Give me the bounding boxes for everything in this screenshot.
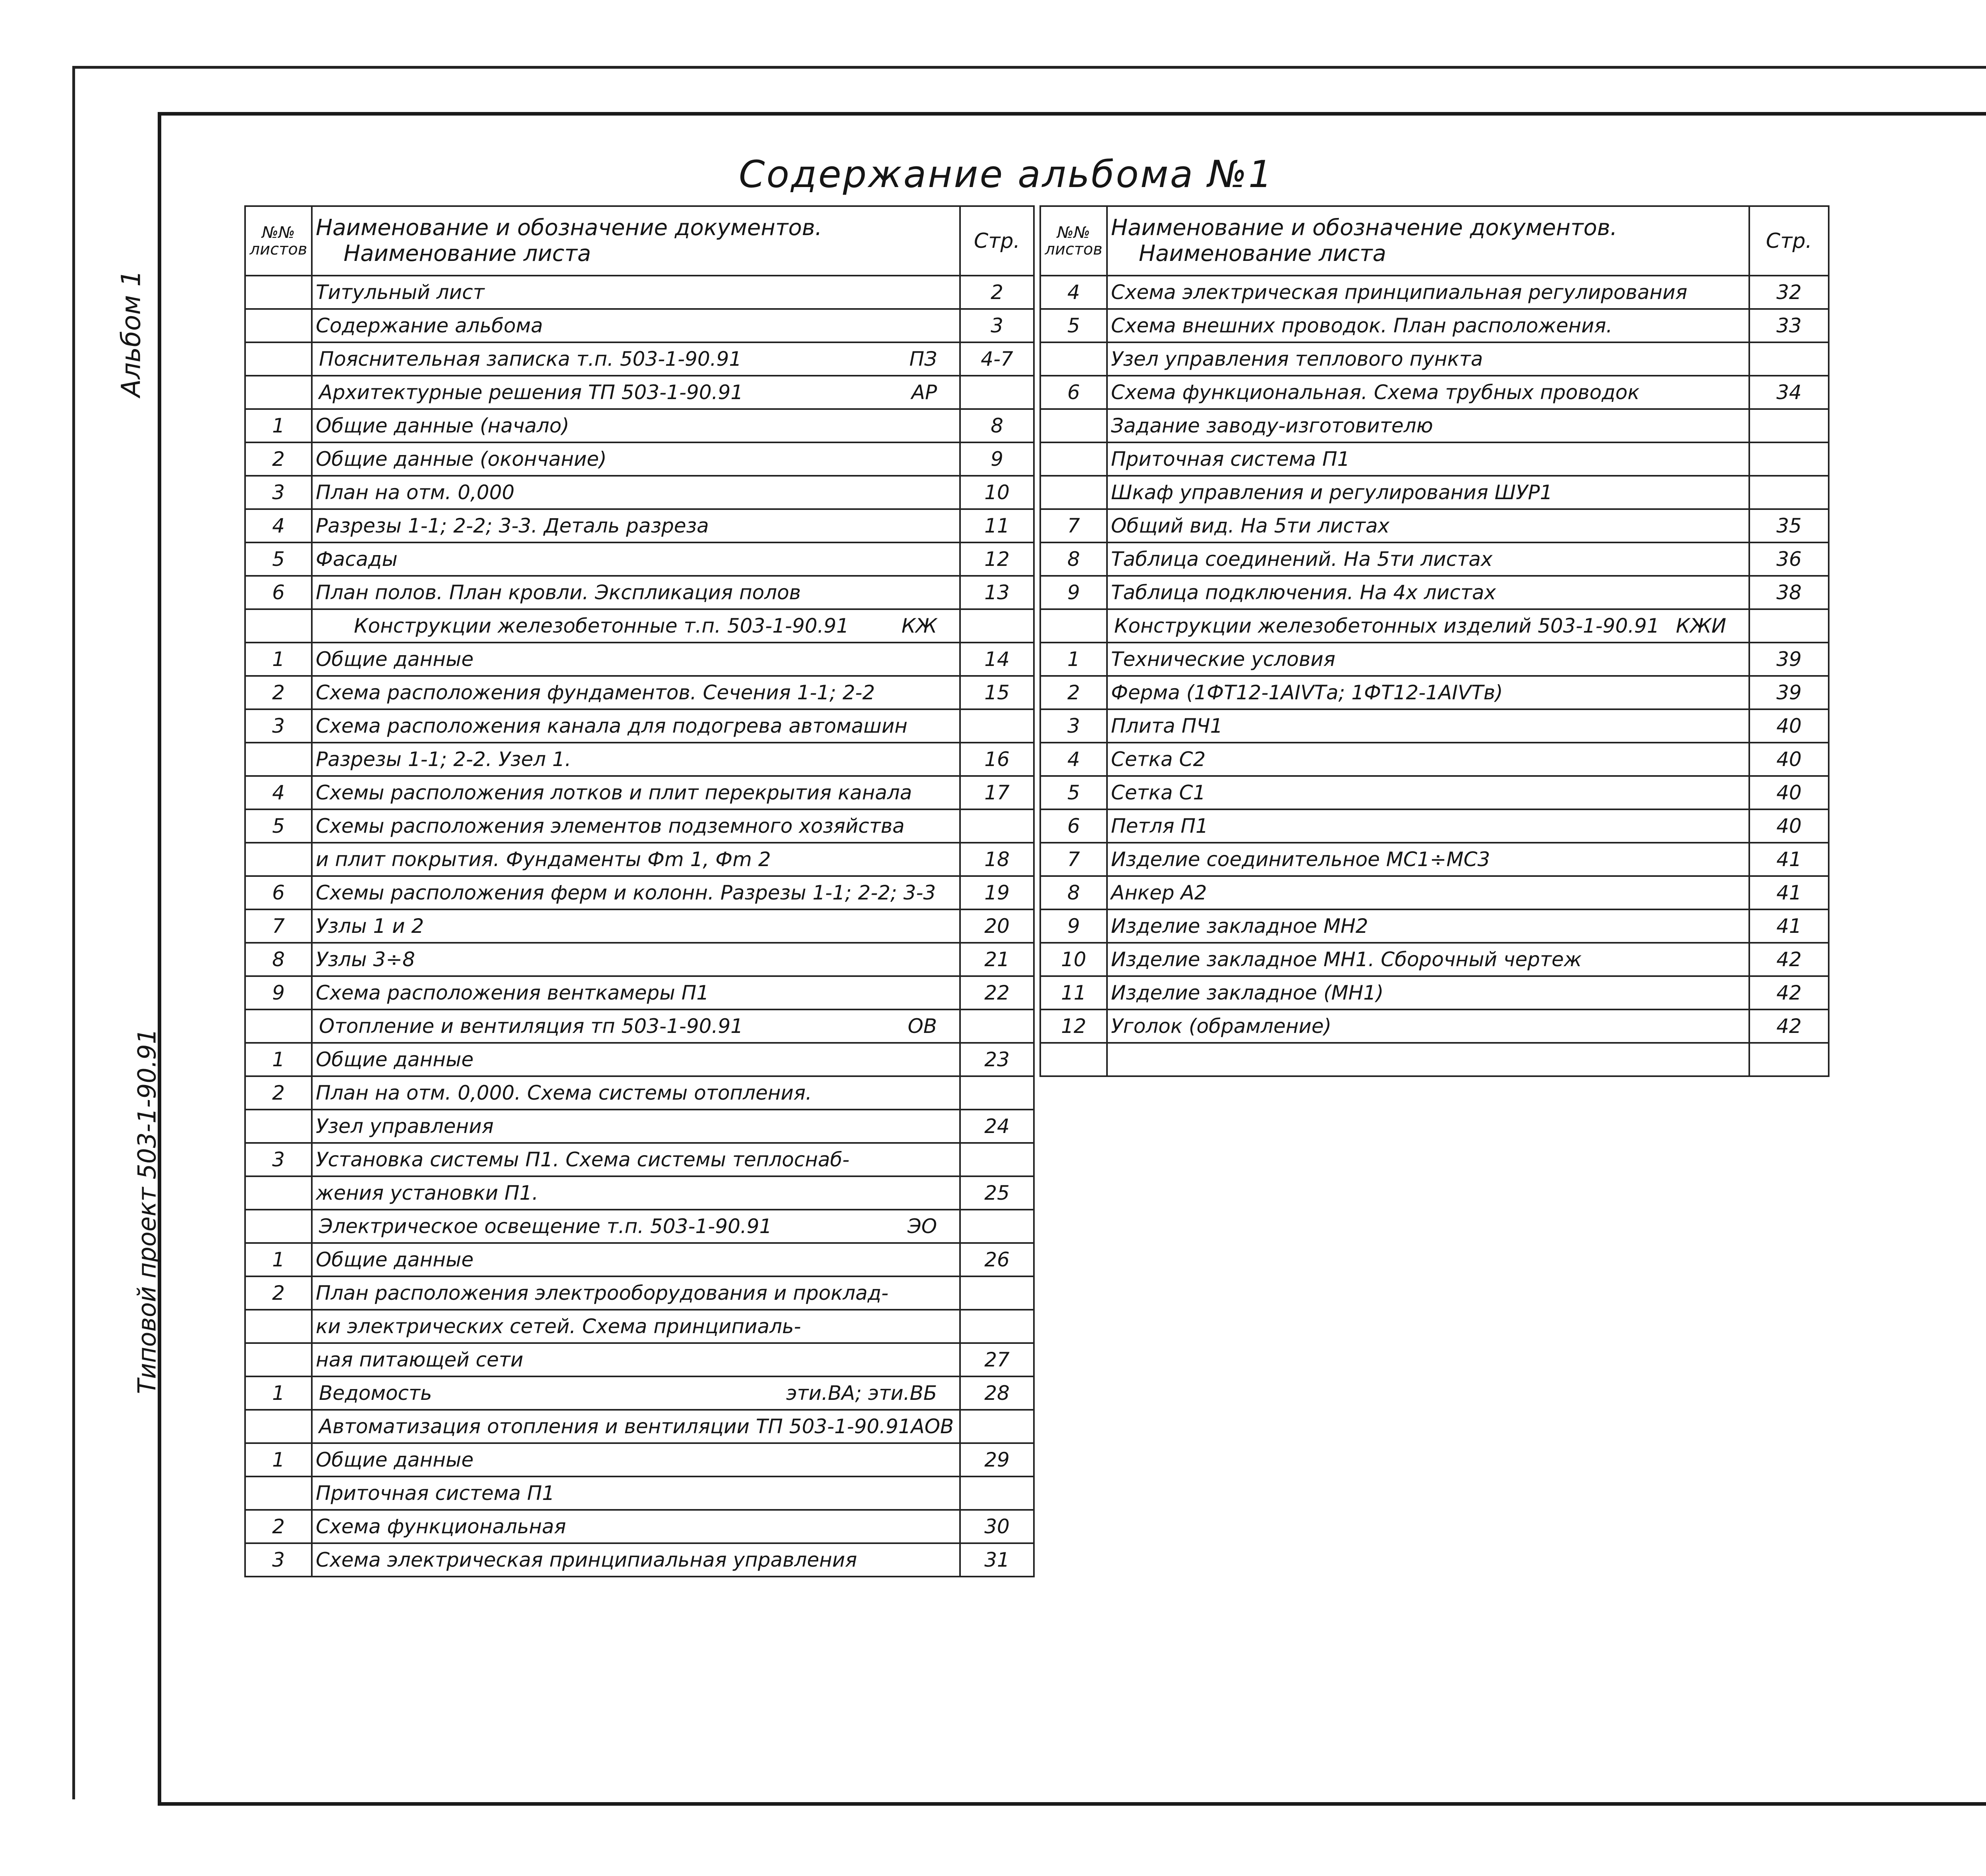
- document-name-cell: Установка системы П1. Схема системы теплоснаб-: [312, 1143, 960, 1176]
- page-cell: [960, 1143, 1034, 1176]
- table-row: [245, 976, 1034, 1009]
- sheet-number-cell: [1040, 442, 1107, 476]
- page-cell: 9: [960, 442, 1034, 476]
- document-code: АР: [911, 381, 937, 404]
- document-name-cell: Задание заводу-изготовителю: [1107, 409, 1749, 442]
- document-name-cell: Разрезы 1-1; 2-2. Узел 1.: [312, 743, 960, 776]
- table-row: [1040, 943, 1829, 976]
- document-name: Конструкции железобетонные т.п. 503-1-90.91: [354, 614, 849, 637]
- page-cell: 4-7: [960, 342, 1034, 376]
- table-row: [1040, 743, 1829, 776]
- document-name-cell: Фасады: [312, 542, 960, 576]
- document-name-cell: Общие данные: [312, 1043, 960, 1076]
- table-row: [1040, 376, 1829, 409]
- sheet-number-cell: 6: [1040, 376, 1107, 409]
- table-row: [245, 709, 1034, 743]
- table-row: [245, 542, 1034, 576]
- sheet-number-cell: [245, 342, 312, 376]
- page-title: Содержание альбома №1: [739, 153, 1274, 196]
- sheet-number-cell: [245, 276, 312, 309]
- document-name-cell: Схемы расположения лотков и плит перекрытия канала: [312, 776, 960, 809]
- page-cell: 11: [960, 509, 1034, 542]
- document-name-cell: [312, 1009, 960, 1043]
- document-code: КЖИ: [1676, 614, 1726, 637]
- sheet-number-cell: 6: [1040, 809, 1107, 843]
- document-name-cell: Уголок (обрамление): [1107, 1009, 1749, 1043]
- document-name-cell: План на отм. 0,000. Схема системы отопления.: [312, 1076, 960, 1110]
- page-cell: 29: [960, 1443, 1034, 1476]
- sheet-number-cell: 7: [1040, 509, 1107, 542]
- sheet-number-cell: 6: [245, 876, 312, 909]
- page-cell: 36: [1749, 542, 1829, 576]
- document-name-cell: [312, 1210, 960, 1243]
- table-row: [245, 509, 1034, 542]
- document-name-cell: [312, 342, 960, 376]
- page-cell: 26: [960, 1243, 1034, 1276]
- sheet-number-cell: 2: [245, 1276, 312, 1310]
- sheet-number-cell: [245, 1310, 312, 1343]
- document-name-cell: [1107, 1043, 1749, 1076]
- page-cell: 42: [1749, 943, 1829, 976]
- document-name-cell: Схема функциональная: [312, 1510, 960, 1543]
- document-name-cell: Общие данные: [312, 1243, 960, 1276]
- sheet-number-cell: 4: [1040, 276, 1107, 309]
- sheet-number-cell: [245, 376, 312, 409]
- sheet-number-cell: 2: [245, 1076, 312, 1110]
- page-cell: 14: [960, 643, 1034, 676]
- page-cell: [960, 1076, 1034, 1110]
- page-cell: [960, 809, 1034, 843]
- document-name-cell: Ферма (1ФТ12-1АIVТа; 1ФТ12-1АIVТв): [1107, 676, 1749, 709]
- contents-body-left: [245, 276, 1034, 1577]
- sheet-number-cell: 8: [245, 943, 312, 976]
- sheet-number-cell: [245, 1110, 312, 1143]
- sheet-number-cell: 9: [245, 976, 312, 1009]
- table-row: [1040, 542, 1829, 576]
- document-name-cell: Схема расположения венткамеры П1: [312, 976, 960, 1009]
- sheet-number-cell: 2: [245, 442, 312, 476]
- document-name-cell: [312, 609, 960, 643]
- page-cell: 10: [960, 476, 1034, 509]
- document-name-cell: Сетка С2: [1107, 743, 1749, 776]
- header-document-name: Наименование и обозначение документов. Наименование листа: [312, 206, 960, 276]
- document-name-cell: Общие данные (начало): [312, 409, 960, 442]
- document-name-cell: [1107, 609, 1749, 643]
- document-name: Архитектурные решения ТП 503-1-90.91: [319, 381, 744, 404]
- table-row: [1040, 643, 1829, 676]
- sheet-number-cell: [1040, 409, 1107, 442]
- document-name-cell: Таблица подключения. На 4х листах: [1107, 576, 1749, 609]
- sheet-number-cell: 4: [1040, 743, 1107, 776]
- document-name-cell: Изделие закладное МН2: [1107, 909, 1749, 943]
- table-row: [245, 1310, 1034, 1343]
- page-cell: 20: [960, 909, 1034, 943]
- contents-body-right: [1040, 276, 1829, 1076]
- document-code: эти.ВА; эти.ВБ: [786, 1382, 937, 1405]
- table-row: [1040, 1043, 1829, 1076]
- table-row: [1040, 776, 1829, 809]
- table-row: [245, 442, 1034, 476]
- page-cell: 40: [1749, 709, 1829, 743]
- page-cell: 22: [960, 976, 1034, 1009]
- page-cell: 34: [1749, 376, 1829, 409]
- sheet-number-cell: 12: [1040, 1009, 1107, 1043]
- table-row: [1040, 1009, 1829, 1043]
- document-name: Пояснительная записка т.п. 503-1-90.91: [319, 347, 742, 371]
- document-name-cell: Анкер А2: [1107, 876, 1749, 909]
- page-cell: [1749, 342, 1829, 376]
- page-cell: 15: [960, 676, 1034, 709]
- document-name-cell: Приточная система П1: [1107, 442, 1749, 476]
- sheet-number-cell: 7: [1040, 843, 1107, 876]
- table-row: [245, 743, 1034, 776]
- document-name-cell: Петля П1: [1107, 809, 1749, 843]
- page-cell: [960, 1009, 1034, 1043]
- sheet-number-cell: 8: [1040, 542, 1107, 576]
- page-cell: 41: [1749, 876, 1829, 909]
- table-row: [245, 1210, 1034, 1243]
- document-name: Электрическое освещение т.п. 503-1-90.91: [319, 1215, 772, 1238]
- page-cell: 39: [1749, 676, 1829, 709]
- sheet-number-cell: 5: [1040, 309, 1107, 342]
- table-row: [245, 809, 1034, 843]
- sheet-number-cell: 1: [1040, 643, 1107, 676]
- table-row: [1040, 876, 1829, 909]
- document-name-cell: [312, 1376, 960, 1410]
- table-row: [245, 1543, 1034, 1577]
- sheet-number-cell: 3: [245, 709, 312, 743]
- sheet-number-cell: 9: [1040, 909, 1107, 943]
- document-code: АОВ: [911, 1415, 954, 1438]
- document-code: ПЗ: [909, 347, 937, 371]
- side-label-project: Типовой проект 503-1-90.91: [132, 1028, 162, 1394]
- page-cell: 27: [960, 1343, 1034, 1376]
- document-name-cell: Общий вид. На 5ти листах: [1107, 509, 1749, 542]
- document-name-cell: ки электрических сетей. Схема принципиаль-: [312, 1310, 960, 1343]
- table-row: [1040, 509, 1829, 542]
- document-name-cell: Узел управления: [312, 1110, 960, 1143]
- page-cell: 16: [960, 743, 1034, 776]
- sheet-number-cell: 2: [245, 1510, 312, 1543]
- table-row: [245, 1410, 1034, 1443]
- document-name-cell: Схемы расположения ферм и колонн. Разрезы 1-1; 2-2; 3-3: [312, 876, 960, 909]
- table-row: [245, 1243, 1034, 1276]
- page-cell: 21: [960, 943, 1034, 976]
- table-row: [245, 476, 1034, 509]
- page-cell: 25: [960, 1176, 1034, 1210]
- page-cell: 41: [1749, 843, 1829, 876]
- document-name-cell: План полов. План кровли. Экспликация полов: [312, 576, 960, 609]
- table-row: [245, 1476, 1034, 1510]
- document-name-cell: Сетка С1: [1107, 776, 1749, 809]
- header-sheet-number: №№ листов: [1040, 206, 1107, 276]
- sheet-number-cell: 10: [1040, 943, 1107, 976]
- sheet-number-cell: [245, 309, 312, 342]
- page-cell: 42: [1749, 1009, 1829, 1043]
- sheet-number-cell: [245, 1410, 312, 1443]
- table-row: [245, 1110, 1034, 1143]
- table-row: [245, 909, 1034, 943]
- table-row: [1040, 576, 1829, 609]
- document-code: ОВ: [908, 1015, 937, 1038]
- document-name-cell: Схема внешних проводок. План расположения.: [1107, 309, 1749, 342]
- sheet-number-cell: 3: [245, 1143, 312, 1176]
- table-row: [1040, 342, 1829, 376]
- sheet-number-cell: 4: [245, 509, 312, 542]
- table-row: [245, 576, 1034, 609]
- contents-table-left: [244, 205, 1035, 1577]
- table-row: [245, 409, 1034, 442]
- page-cell: 18: [960, 843, 1034, 876]
- sheet-number-cell: [245, 1176, 312, 1210]
- table-row: [245, 1176, 1034, 1210]
- table-row: [1040, 809, 1829, 843]
- page-cell: [1749, 1043, 1829, 1076]
- page-cell: [960, 709, 1034, 743]
- document-code: ЭО: [907, 1215, 937, 1238]
- table-row: [245, 1276, 1034, 1310]
- sheet-number-cell: 5: [245, 542, 312, 576]
- sheet-number-cell: 3: [245, 1543, 312, 1577]
- table-row: [245, 276, 1034, 309]
- page-cell: 31: [960, 1543, 1034, 1577]
- document-name: Отопление и вентиляция тп 503-1-90.91: [319, 1015, 743, 1038]
- document-name-cell: ная питающей сети: [312, 1343, 960, 1376]
- document-name-cell: Общие данные (окончание): [312, 442, 960, 476]
- document-name-cell: Технические условия: [1107, 643, 1749, 676]
- document-name-cell: Схема функциональная. Схема трубных проводок: [1107, 376, 1749, 409]
- page-cell: 41: [1749, 909, 1829, 943]
- sheet-number-cell: [245, 609, 312, 643]
- page-cell: [1749, 442, 1829, 476]
- document-name-cell: Общие данные: [312, 643, 960, 676]
- page-cell: [960, 1476, 1034, 1510]
- page-cell: 3: [960, 309, 1034, 342]
- sheet-number-cell: [1040, 342, 1107, 376]
- table-row: [1040, 409, 1829, 442]
- sheet-number-cell: [245, 1476, 312, 1510]
- document-name: Конструкции железобетонных изделий 503-1-90.91: [1114, 614, 1660, 637]
- page-cell: [960, 376, 1034, 409]
- document-name-cell: [312, 376, 960, 409]
- table-row: [245, 376, 1034, 409]
- document-name: Ведомость: [319, 1382, 432, 1405]
- header-page: Стр.: [1749, 206, 1829, 276]
- document-name-cell: Схемы расположения элементов подземного хозяйства: [312, 809, 960, 843]
- document-code: КЖ: [901, 614, 937, 637]
- page-cell: [960, 1210, 1034, 1243]
- document-name-cell: Плита ПЧ1: [1107, 709, 1749, 743]
- table-row: [1040, 709, 1829, 743]
- sheet-number-cell: [245, 843, 312, 876]
- table-row: [1040, 476, 1829, 509]
- table-row: [245, 643, 1034, 676]
- document-name-cell: Изделие закладное МН1. Сборочный чертеж: [1107, 943, 1749, 976]
- sheet-number-cell: [245, 743, 312, 776]
- page-cell: [960, 1310, 1034, 1343]
- sheet-number-cell: [1040, 1043, 1107, 1076]
- page-cell: 39: [1749, 643, 1829, 676]
- table-row: [245, 1009, 1034, 1043]
- sheet-number-cell: 2: [245, 676, 312, 709]
- table-row: [1040, 276, 1829, 309]
- document-name-cell: План расположения электрооборудования и проклад-: [312, 1276, 960, 1310]
- table-row: [245, 1443, 1034, 1476]
- document-name-cell: Изделие соединительное МС1÷МС3: [1107, 843, 1749, 876]
- sheet-number-cell: 1: [245, 1443, 312, 1476]
- table-row: [1040, 909, 1829, 943]
- table-row: [245, 1043, 1034, 1076]
- document-name-cell: Титульный лист: [312, 276, 960, 309]
- table-row: [245, 876, 1034, 909]
- table-header-row: [1040, 206, 1829, 276]
- table-row: [245, 943, 1034, 976]
- page-cell: 19: [960, 876, 1034, 909]
- sheet-number-cell: 7: [245, 909, 312, 943]
- page-cell: [960, 1276, 1034, 1310]
- sheet-number-cell: [245, 1210, 312, 1243]
- sheet-number-cell: 9: [1040, 576, 1107, 609]
- document-name-cell: Схема электрическая принципиальная управления: [312, 1543, 960, 1577]
- header-sheet-number: №№ листов: [245, 206, 312, 276]
- page-cell: 23: [960, 1043, 1034, 1076]
- document-name-cell: План на отм. 0,000: [312, 476, 960, 509]
- sheet-number-cell: 8: [1040, 876, 1107, 909]
- table-row: [245, 1376, 1034, 1410]
- page-cell: 30: [960, 1510, 1034, 1543]
- sheet-number-cell: 3: [1040, 709, 1107, 743]
- sheet-number-cell: [1040, 476, 1107, 509]
- page-cell: 32: [1749, 276, 1829, 309]
- document-name-cell: Разрезы 1-1; 2-2; 3-3. Деталь разреза: [312, 509, 960, 542]
- document-name-cell: Таблица соединений. На 5ти листах: [1107, 542, 1749, 576]
- sheet-number-cell: [245, 1009, 312, 1043]
- page-cell: 2: [960, 276, 1034, 309]
- page-cell: [960, 1410, 1034, 1443]
- contents-table-right: [1039, 205, 1830, 1077]
- sheet-number-cell: [1040, 609, 1107, 643]
- document-name-cell: Изделие закладное (МН1): [1107, 976, 1749, 1009]
- document-name-cell: Приточная система П1: [312, 1476, 960, 1510]
- page-cell: 24: [960, 1110, 1034, 1143]
- page-cell: [1749, 409, 1829, 442]
- header-document-name: Наименование и обозначение документов. Наименование листа: [1107, 206, 1749, 276]
- table-row: [245, 676, 1034, 709]
- page-cell: 28: [960, 1376, 1034, 1410]
- document-name-cell: Содержание альбома: [312, 309, 960, 342]
- document-name-cell: жения установки П1.: [312, 1176, 960, 1210]
- page-cell: 13: [960, 576, 1034, 609]
- document-name-cell: [312, 1410, 960, 1443]
- document-name-cell: Шкаф управления и регулирования ШУР1: [1107, 476, 1749, 509]
- side-label-album: Альбом 1: [116, 270, 147, 398]
- table-row: [245, 1343, 1034, 1376]
- document-name: Автоматизация отопления и вентиляции ТП 503-1-90.91: [319, 1415, 911, 1438]
- table-row: [1040, 609, 1829, 643]
- sheet-number-cell: 11: [1040, 976, 1107, 1009]
- sheet-number-cell: 1: [245, 1043, 312, 1076]
- table-row: [245, 1510, 1034, 1543]
- sheet-number-cell: 1: [245, 643, 312, 676]
- page-cell: [960, 609, 1034, 643]
- sheet-number-cell: 1: [245, 1243, 312, 1276]
- sheet-number-cell: 2: [1040, 676, 1107, 709]
- page-cell: [1749, 609, 1829, 643]
- sheet-number-cell: 4: [245, 776, 312, 809]
- page-cell: [1749, 476, 1829, 509]
- table-row: [245, 776, 1034, 809]
- document-name-cell: Схема электрическая принципиальная регулирования: [1107, 276, 1749, 309]
- sheet-number-cell: 5: [245, 809, 312, 843]
- document-name-cell: Узел управления теплового пункта: [1107, 342, 1749, 376]
- sheet-number-cell: 3: [245, 476, 312, 509]
- sheet-number-cell: 6: [245, 576, 312, 609]
- sheet-number-cell: 5: [1040, 776, 1107, 809]
- table-row: [1040, 976, 1829, 1009]
- page-cell: 38: [1749, 576, 1829, 609]
- page-cell: 40: [1749, 776, 1829, 809]
- page-cell: 12: [960, 542, 1034, 576]
- table-row: [245, 1143, 1034, 1176]
- table-header-row: [245, 206, 1034, 276]
- document-name-cell: Схема расположения канала для подогрева автомашин: [312, 709, 960, 743]
- document-name-cell: Узлы 3÷8: [312, 943, 960, 976]
- sheet-number-cell: 1: [245, 1376, 312, 1410]
- table-row: [1040, 442, 1829, 476]
- page-cell: 40: [1749, 743, 1829, 776]
- header-page: Стр.: [960, 206, 1034, 276]
- table-row: [245, 1076, 1034, 1110]
- document-name-cell: и плит покрытия. Фундаменты Фm 1, Фm 2: [312, 843, 960, 876]
- table-row: [1040, 843, 1829, 876]
- table-row: [245, 342, 1034, 376]
- table-row: [245, 309, 1034, 342]
- document-name-cell: Схема расположения фундаментов. Сечения 1-1; 2-2: [312, 676, 960, 709]
- page-cell: 42: [1749, 976, 1829, 1009]
- document-name-cell: Общие данные: [312, 1443, 960, 1476]
- sheet-number-cell: [245, 1343, 312, 1376]
- page-cell: 8: [960, 409, 1034, 442]
- page-cell: 40: [1749, 809, 1829, 843]
- page-cell: 33: [1749, 309, 1829, 342]
- table-row: [245, 609, 1034, 643]
- sheet-number-cell: 1: [245, 409, 312, 442]
- table-row: [245, 843, 1034, 876]
- page-cell: 17: [960, 776, 1034, 809]
- table-row: [1040, 676, 1829, 709]
- page-cell: 35: [1749, 509, 1829, 542]
- document-name-cell: Узлы 1 и 2: [312, 909, 960, 943]
- table-row: [1040, 309, 1829, 342]
